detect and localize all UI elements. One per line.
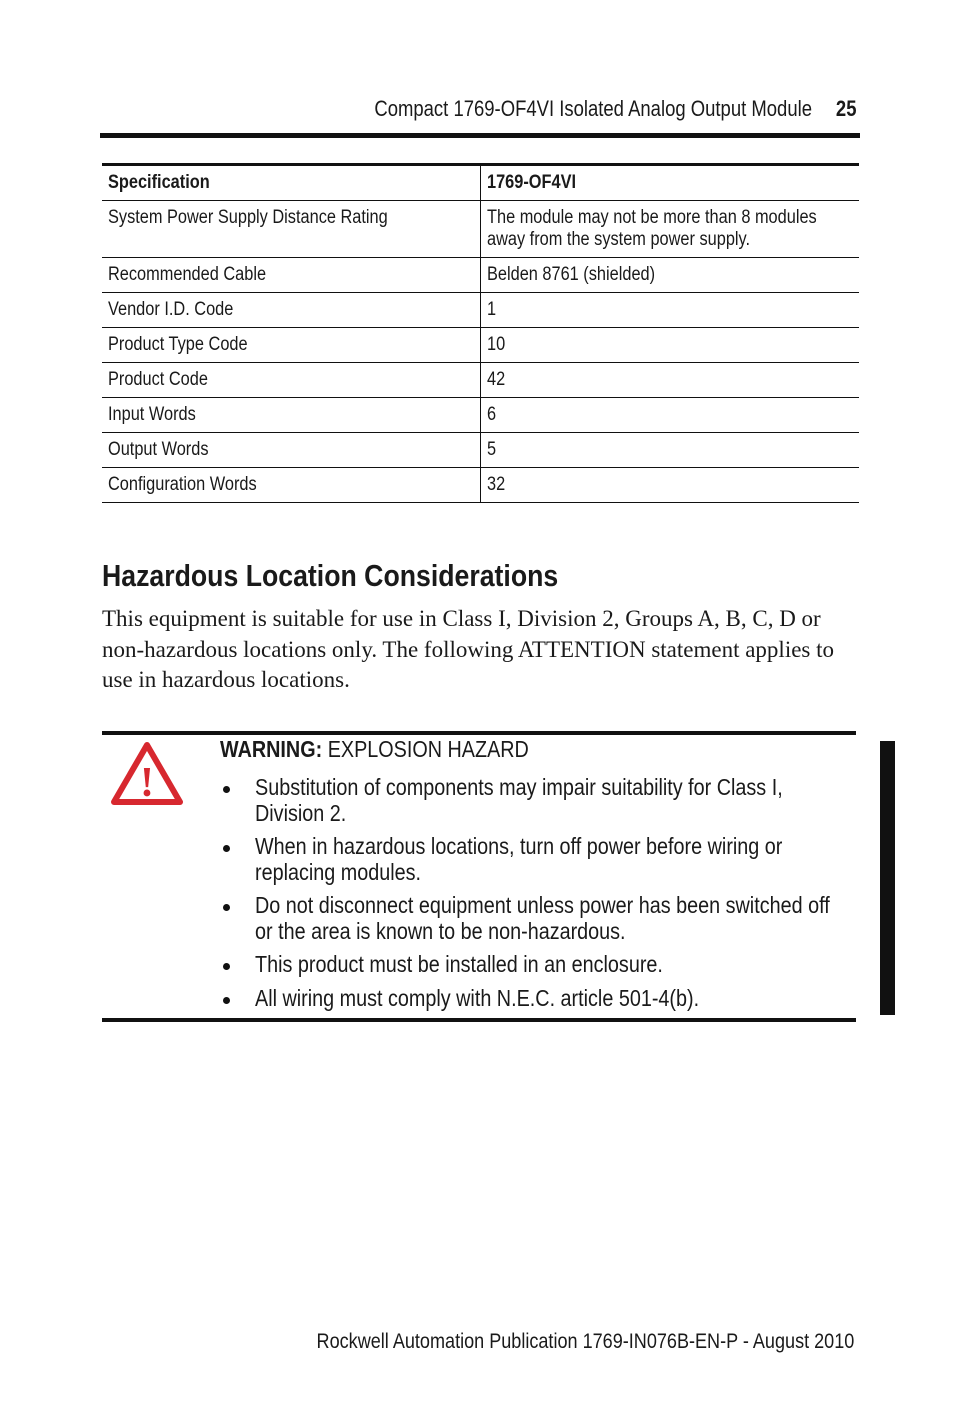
table-cell: Product Code xyxy=(102,363,481,398)
bullet-icon xyxy=(223,845,230,852)
table-cell: Recommended Cable xyxy=(102,258,481,293)
table-row xyxy=(102,258,859,293)
table-header-row xyxy=(102,165,859,201)
side-thumb-tab xyxy=(880,741,895,1015)
warning-triangle-icon xyxy=(111,741,183,807)
bullet-icon xyxy=(223,904,230,911)
table-cell: The module may not be more than 8 modules away from the system power supply. xyxy=(481,201,860,258)
column-header: 1769-OF4VI xyxy=(481,165,860,201)
table-cell: 10 xyxy=(481,328,860,363)
table-row xyxy=(102,363,859,398)
warning-bottom-rule xyxy=(102,1018,856,1022)
header-title: Compact 1769-OF4VI Isolated Analog Output Module xyxy=(374,96,812,121)
table-row xyxy=(102,433,859,468)
table-cell: 1 xyxy=(481,293,860,328)
specification-table xyxy=(102,163,859,503)
table-row xyxy=(102,468,859,503)
table-cell: Output Words xyxy=(102,433,481,468)
bullet-icon xyxy=(223,786,230,793)
warning-label: WARNING: xyxy=(220,736,323,762)
table-cell: 6 xyxy=(481,398,860,433)
list-item: This product must be installed in an enclosure. xyxy=(220,952,850,978)
warning-heading: EXPLOSION HAZARD xyxy=(322,736,529,762)
list-item: When in hazardous locations, turn off power before wiring or replacing modules. xyxy=(220,834,850,885)
section-heading: Hazardous Location Considerations xyxy=(102,558,559,593)
table-cell: Belden 8761 (shielded) xyxy=(481,258,860,293)
section-body: This equipment is suitable for use in Class I, Division 2, Groups A, B, C, D or non-hazardous locations only. The following ATTENTION statement applies to use in hazardous locations. xyxy=(102,606,835,692)
warning-list xyxy=(220,775,850,1019)
table-cell: 5 xyxy=(481,433,860,468)
table-cell: System Power Supply Distance Rating xyxy=(102,201,481,258)
list-item: Substitution of components may impair suitability for Class I, Division 2. xyxy=(220,775,850,826)
page-number: 25 xyxy=(835,96,856,121)
list-item: All wiring must comply with N.E.C. article 501-4(b). xyxy=(220,986,850,1012)
page-header xyxy=(102,94,858,124)
header-rule xyxy=(100,133,860,138)
column-header: Specification xyxy=(102,165,481,201)
table-row xyxy=(102,328,859,363)
bullet-icon xyxy=(223,963,230,970)
table-cell: Configuration Words xyxy=(102,468,481,503)
bullet-icon xyxy=(223,997,230,1004)
table-cell: 32 xyxy=(481,468,860,503)
table-cell: 42 xyxy=(481,363,860,398)
svg-text:!: ! xyxy=(140,760,154,806)
table-cell: Input Words xyxy=(102,398,481,433)
list-item: Do not disconnect equipment unless power has been switched off or the area is known to be non-hazardous. xyxy=(220,893,850,944)
warning-top-rule xyxy=(102,731,856,735)
table-cell: Vendor I.D. Code xyxy=(102,293,481,328)
warning-title xyxy=(220,736,529,763)
table-row xyxy=(102,201,859,258)
publication-footer: Rockwell Automation Publication 1769-IN076B-EN-P - August 2010 xyxy=(316,1330,854,1353)
table-cell: Product Type Code xyxy=(102,328,481,363)
table-row xyxy=(102,398,859,433)
table-row xyxy=(102,293,859,328)
